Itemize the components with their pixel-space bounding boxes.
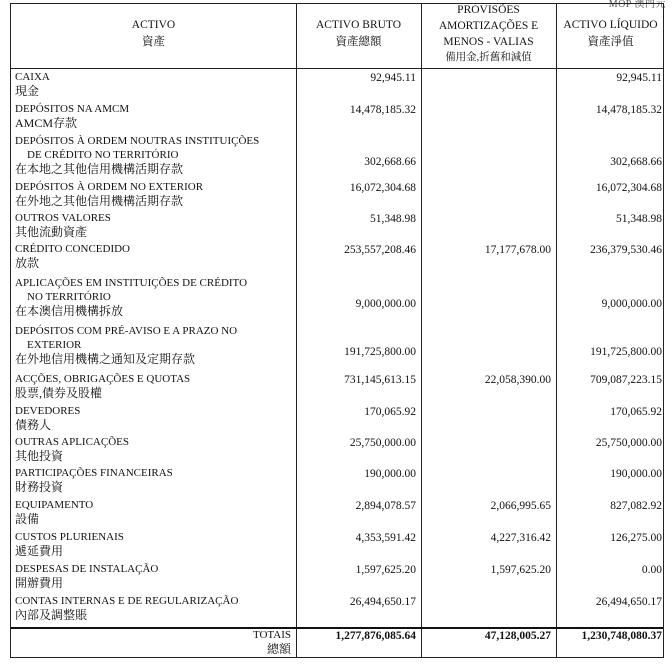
row-label: [15, 70, 50, 98]
cell-liquido: 302,668.66: [610, 156, 662, 168]
cell-liquido: 126,275.00: [610, 532, 662, 544]
row-label: [15, 466, 173, 494]
totals-label: TOTAIS 總額: [252, 629, 291, 656]
cell-bruto: 1,597,625.20: [355, 564, 416, 576]
row-label-pt: EXTERIOR: [27, 339, 82, 351]
row-label-pt: DEPÓSITOS NA AMCM: [15, 103, 130, 115]
row-label-zh: 放款: [15, 256, 40, 270]
row-label-pt: PARTICIPAÇÕES FINANCEIRAS: [15, 467, 173, 479]
cell-liquido: 92,945.11: [616, 72, 662, 84]
cell-liquido: 25,750,000.00: [595, 437, 662, 449]
column-divider: [421, 4, 422, 657]
cell-prov: 17,177,678.00: [484, 244, 551, 256]
row-label-zh: 在外地之其他信用機構活期存款: [15, 194, 184, 208]
row-label-zh: 在本地之其他信用機構活期存款: [15, 162, 184, 176]
row-label-pt: DE CRÉDITO NO TERRITÓRIO: [27, 149, 179, 161]
row-label-pt: DEPÓSITOS À ORDEM NO EXTERIOR: [15, 181, 204, 193]
row-label: [15, 324, 237, 366]
cell-bruto: 170,065.92: [364, 406, 416, 418]
column-divider: [296, 4, 297, 657]
currency-note: MOP 澳門元: [608, 0, 666, 10]
balance-sheet-table: [10, 3, 664, 658]
row-label-pt: DESPESAS DE INSTALAÇÃO: [15, 563, 159, 575]
row-label: [15, 102, 129, 130]
cell-prov: 22,058,390.00: [484, 374, 551, 386]
row-label-zh: AMCM存款: [15, 116, 78, 130]
cell-bruto: 92,945.11: [370, 72, 416, 84]
cell-bruto: 16,072,304.68: [349, 182, 416, 194]
row-label: [15, 180, 203, 208]
row-label: [15, 530, 124, 558]
row-label-pt: CRÉDITO CONCEDIDO: [15, 243, 130, 255]
header-activo-bruto: ACTIVO BRUTO 資產總額: [315, 19, 402, 48]
cell-bruto: 26,494,650.17: [349, 596, 416, 608]
header-activo-liquido: ACTIVO LÍQUIDO 資產淨值: [563, 19, 658, 48]
row-label-zh: 開辦費用: [15, 576, 64, 590]
row-label: [15, 242, 130, 270]
cell-bruto: 9,000,000.00: [355, 298, 416, 310]
row-label-zh: 現金: [15, 84, 40, 98]
cell-liquido: 26,494,650.17: [595, 596, 662, 608]
row-label: [15, 498, 93, 526]
cell-bruto: 51,348.98: [370, 213, 416, 225]
cell-liquido: 51,348.98: [616, 213, 662, 225]
row-label-pt: DEPÓSITOS COM PRÉ-AVISO E A PRAZO NO: [15, 325, 238, 337]
row-label-zh: 其他投資: [15, 449, 64, 463]
cell-liquido: 190,000.00: [610, 468, 662, 480]
cell-liquido: 14,478,185.32: [595, 104, 662, 116]
row-label-pt: DEPÓSITOS À ORDEM NOUTRAS INSTITUIÇÕES: [15, 135, 260, 147]
header-provisoes: PROVISÕES AMORTIZAÇÕES E MENOS - VALIAS 備用金,折舊和減值: [438, 4, 539, 63]
column-divider: [556, 4, 557, 657]
cell-prov: 4,227,316.42: [490, 532, 551, 544]
cell-liquido: 827,082.92: [610, 500, 662, 512]
row-label-pt: APLICAÇÕES EM INSTITUIÇÕES DE CRÉDITO: [15, 277, 248, 289]
cell-liquido: 709,087,223.15: [590, 374, 662, 386]
row-label-pt: CAIXA: [15, 71, 50, 83]
cell-liquido: 9,000,000.00: [601, 298, 662, 310]
row-label-zh: 債務人: [15, 418, 52, 432]
row-label-pt: OUTRAS APLICAÇÕES: [15, 436, 129, 448]
row-label: [15, 134, 259, 176]
cell-prov: 2,066,995.65: [490, 500, 551, 512]
row-label-pt: CONTAS INTERNAS E DE REGULARIZAÇÃO: [15, 595, 239, 607]
row-label-zh: 其他流動資產: [15, 225, 88, 239]
cell-liquido: 170,065.92: [610, 406, 662, 418]
row-label: [15, 594, 238, 622]
cell-bruto: 302,668.66: [364, 156, 416, 168]
row-label: [15, 372, 190, 400]
row-label-zh: 設備: [15, 512, 40, 526]
cell-bruto: 190,000.00: [364, 468, 416, 480]
cell-bruto: 191,725,800.00: [344, 346, 416, 358]
row-label: [15, 276, 247, 318]
row-label-zh: 在本澳信用機構拆放: [15, 304, 124, 318]
row-label-zh: 遞延費用: [15, 544, 64, 558]
row-label: [15, 562, 158, 590]
row-label-pt: EQUIPAMENTO: [15, 499, 94, 511]
cell-bruto: 25,750,000.00: [349, 437, 416, 449]
header-activo: ACTIVO 資產: [131, 19, 176, 48]
total-liquido: 1,230,748,080.37: [581, 630, 662, 642]
row-label-zh: 股票,債券及股權: [15, 386, 103, 400]
cell-bruto: 253,557,208.46: [344, 244, 416, 256]
row-label-zh: 財務投資: [15, 480, 64, 494]
cell-liquido: 191,725,800.00: [590, 346, 662, 358]
cell-bruto: 4,353,591.42: [355, 532, 416, 544]
total-bruto: 1,277,876,085.64: [335, 630, 416, 642]
cell-bruto: 14,478,185.32: [349, 104, 416, 116]
header-divider: [11, 68, 663, 69]
cell-liquido: 16,072,304.68: [595, 182, 662, 194]
cell-liquido: 0.00: [641, 564, 662, 576]
row-label: [15, 211, 111, 239]
cell-bruto: 731,145,613.15: [344, 374, 416, 386]
total-provisoes: 47,128,005.27: [484, 630, 551, 642]
row-label-zh: 在外地信用機構之通知及定期存款: [15, 352, 196, 366]
row-label-pt: ACÇÕES, OBRIGAÇÕES E QUOTAS: [15, 373, 191, 385]
cell-prov: 1,597,625.20: [490, 564, 551, 576]
cell-liquido: 236,379,530.46: [590, 244, 662, 256]
row-label-pt: CUSTOS PLURIENAIS: [15, 531, 124, 543]
row-label-pt: OUTROS VALORES: [15, 212, 111, 224]
row-label-zh: 內部及調整賬: [15, 608, 88, 622]
row-label-pt: NO TERRITÓRIO: [27, 291, 111, 303]
cell-bruto: 2,894,078.57: [355, 500, 416, 512]
row-label: [15, 404, 80, 432]
row-label-pt: DEVEDORES: [15, 405, 81, 417]
row-label: [15, 435, 129, 463]
